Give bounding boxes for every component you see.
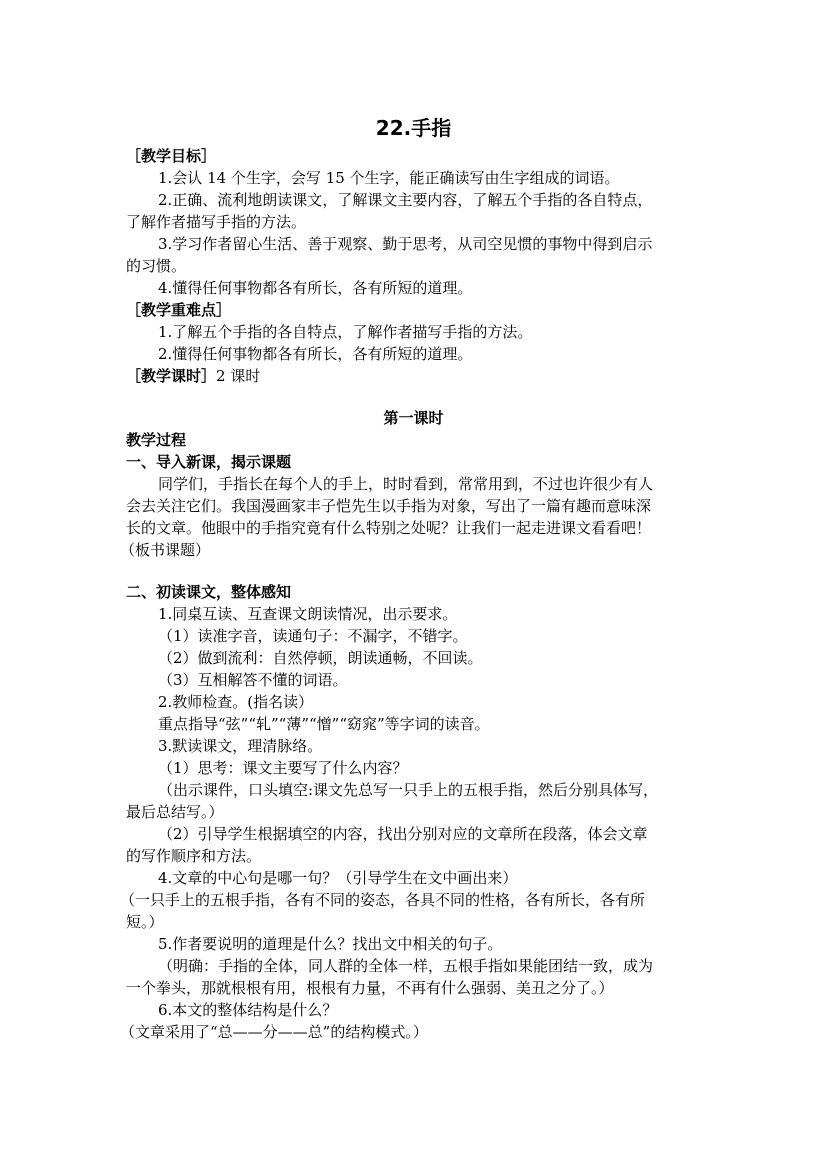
step-item: 2.教师检查。(指名读） xyxy=(158,693,314,711)
section-heading-hours xyxy=(126,366,260,386)
step-subitem: （明确：手指的全体，同人群的全体一样，五根手指如果能团结一致，成为 xyxy=(158,957,654,975)
step-item: 5.作者要说明的道理是什么？找出文中相关的句子。 xyxy=(158,935,503,953)
goal-item-cont: 了解作者描写手指的方法。 xyxy=(126,213,307,231)
goal-item-cont: 的习惯。 xyxy=(126,257,187,275)
lesson-title: 第一课时 xyxy=(383,409,444,427)
step-subitem-cont: 短。） xyxy=(126,913,164,931)
step-subitem: （1）读准字音，读通句子：不漏字，不错字。 xyxy=(158,627,468,645)
hours-value: 2 课时 xyxy=(216,367,261,385)
part-heading: 二、初读课文，整体感知 xyxy=(126,583,292,601)
section-heading-goals: ［教学目标］ xyxy=(126,147,217,165)
goal-item: 3.学习作者留心生活、善于观察、勤于思考，从司空见惯的事物中得到启示 xyxy=(158,235,653,253)
step-subitem-cont: 一个拳头，那就根根有用，根根有力量，不再有什么强弱、美丑之分了。） xyxy=(126,979,614,997)
step-item: 1.同桌互读、互查课文朗读情况，出示要求。 xyxy=(158,605,458,623)
step-item: 3.默读课文，理清脉络。 xyxy=(158,737,323,755)
step-subitem: 重点指导“弦”“轧”“薄”“憎”“窈窕”等字词的读音。 xyxy=(158,715,490,733)
hours-label: ［教学课时］ xyxy=(126,367,217,385)
document-title: 22.手指 xyxy=(375,116,452,140)
goal-item: 1.会认 14 个生字，会写 15 个生字，能正确读写由生字组成的词语。 xyxy=(158,169,620,187)
step-item: 6.本文的整体结构是什么？ xyxy=(158,1001,338,1019)
step-subitem: （出示课件，口头填空:课文先总写一只手上的五根手指，然后分别具体写， xyxy=(158,781,659,799)
step-subitem: （2）做到流利：自然停顿，朗读通畅，不回读。 xyxy=(158,649,483,667)
step-subitem-cont: 最后总结写。） xyxy=(126,803,224,821)
step-subitem: （文章采用了“总——分——总”的结构模式。） xyxy=(120,1023,428,1041)
key-item: 2.懂得任何事物都各有所长，各有所短的道理。 xyxy=(158,345,473,363)
paragraph-line: 会去关注它们。我国漫画家丰子恺先生以手指为对象，写出了一篇有趣而意味深 xyxy=(126,497,652,515)
key-item: 1.了解五个手指的各自特点，了解作者描写手指的方法。 xyxy=(158,323,533,341)
paragraph-line: 长的文章。他眼中的手指究竟有什么特别之处呢？让我们一起走进课文看看吧！ xyxy=(126,519,652,537)
paragraph-line: 同学们，手指长在每个人的手上，时时看到，常常用到，不过也许很少有人 xyxy=(158,475,654,493)
process-title: 教学过程 xyxy=(126,431,187,449)
goal-item: 2.正确、流利地朗读课文，了解课文主要内容，了解五个手指的各自特点， xyxy=(158,191,653,209)
part-heading: 一、导入新课，揭示课题 xyxy=(126,453,292,471)
step-subitem: （一只手上的五根手指，各有不同的姿态，各具不同的性格，各有所长，各有所 xyxy=(120,891,646,909)
step-subitem-cont: 的写作顺序和方法。 xyxy=(126,847,262,865)
paragraph-line: （板书课题） xyxy=(120,541,211,559)
step-item: 4.文章的中心句是哪一句？（引导学生在文中画出来） xyxy=(158,869,518,887)
section-heading-key: ［教学重难点］ xyxy=(126,301,232,319)
step-subitem: （2）引导学生根据填空的内容，找出分别对应的文章所在段落，体会文章 xyxy=(158,825,648,843)
step-subitem: （3）互相解答不懂的词语。 xyxy=(158,671,348,689)
step-subitem: （1）思考：课文主要写了什么内容？ xyxy=(158,759,408,777)
goal-item: 4.懂得任何事物都各有所长，各有所短的道理。 xyxy=(158,279,473,297)
